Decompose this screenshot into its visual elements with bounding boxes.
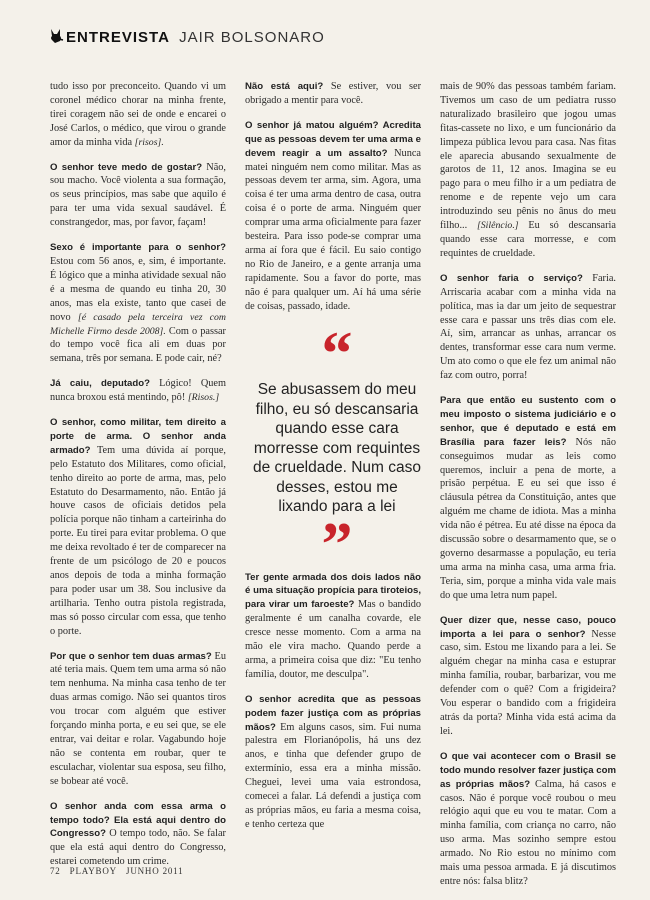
- playboy-bunny-icon: [48, 28, 64, 44]
- question: O que vai acontecer com o Brasil se todo mundo resolver fazer justiça com as próprias mãos?: [440, 750, 616, 790]
- answer: Nesse caso, sim. Estou me lixando para a lei. Se alguém chegar na minha casa e estuprar minha família, roubar, barbarizar, vou me defender com o quê? Com a frigideira? Vou esperar o bandido com a frigideira atrás da porta? Minha vida está acima da lei.: [440, 628, 616, 737]
- question: Quer dizer que, nesse caso, pouco importa a lei para o senhor?: [440, 614, 616, 640]
- question: O senhor anda com essa arma o tempo todo? Ela está aqui dentro do Congresso?: [50, 800, 226, 840]
- qa-block: Sexo é importante para o senhor? Estou com 56 anos, e, sim, é importante. É lógico que a minha atividade sexual não é a mesma de quando eu tinha 20, 30 anos, mas ela existe, tanto que casei de novo [é casado pela terceira vez com Michelle Firmo desde 2008]. Com o passar do tempo você fica ali em duas por semana, três por semana. E pode cair, né?: [50, 242, 226, 365]
- question: Ter gente armada dos dois lados não é uma situação propícia para tiroteios, para virar um faroeste?: [245, 571, 421, 611]
- qa-block: [245, 119, 421, 314]
- section-title: ENTREVISTA: [66, 29, 170, 46]
- question: Por que o senhor tem duas armas?: [50, 650, 212, 662]
- question: O senhor acredita que as pessoas podem fazer justiça com as próprias mãos?: [245, 693, 421, 733]
- qa-block: [50, 650, 226, 789]
- answer: Nunca matei ninguém nem como militar. Mas as pessoas devem ter arma, sim. Agora, uma coisa é ter uma arma dentro de casa, outra coisa é o porte de arma. Ninguém quer comprar uma arma oficialmente para fazer besteira. Para isso pode-se comprar uma arma aí fora que é fácil. Eu saio contigo no Rio de Janeiro, e a gente arranja uma rapidamente. Sou a favor do porte, mas não é para qualquer um. Aí há uma série de coisas, passado, idade.: [245, 147, 421, 312]
- issue-date: JUNHO 2011: [126, 866, 184, 876]
- page-footer: [50, 866, 189, 876]
- open-quote-mark: “: [321, 320, 353, 388]
- answer: Calma, há casos e casos. Não é porque você roubou o meu relógio aqui que eu vou te matar. Com a minha família, com criança no carro, não uso arma. Mas sozinho sempre estou armado. No Rio estou no mínimo com mais uma pessoa armada. E já discutimos entre nós: falsa blitz?: [440, 778, 616, 887]
- qa-block: [440, 750, 616, 889]
- pull-quote: [252, 320, 422, 579]
- question: Para que então eu sustento com o meu imposto o sistema judiciário e o senhor, que é deputado e está em Brasília para fazer leis?: [440, 395, 616, 448]
- page-number: 72: [50, 866, 61, 876]
- qa-block: [245, 571, 421, 682]
- question: O senhor já matou alguém? Acredita que as pessoas devem ter uma arma e devem reagir a um assalto?: [245, 119, 421, 159]
- answer: Não, sou macho. Você violenta a sua formação, os seus princípios, mas sabe que aquilo é para ter uma vida sexual saudável. É constrangedor, mas, por favor, façam!: [50, 161, 226, 229]
- paragraph: mais de 90% das pessoas também fariam. Tivemos um caso de um pediatra russo naturalizado brasileiro que jogou umas fitas-cassete no lixo, e um funcionário da limpeza pública levou para casa. Nas fitas ele aparecia abusando sexualmente de garotos de 11, 12 anos. Imagina se eu pago para o meu filho ir a um pediatra de renome e de repente vejo um cara introduzindo seu pênis no ânus do meu filho... [Silêncio.] Eu só descansaria quando esse cara morresse, e com requintes de crueldade.: [440, 81, 616, 259]
- answer: Lógico! Quem nunca broxou está mentindo, pô!: [50, 378, 226, 404]
- qa-block: [245, 80, 421, 108]
- column-3: [440, 80, 616, 900]
- question: Sexo é importante para o senhor?: [50, 242, 226, 254]
- answer: Mas o bandido geralmente é um canalha covarde, ele cresce nesse momento. Com a arma na mão ele vira macho. Quando perde a arma, a primeira coisa que diz: "Eu tenho família, doutor, me desculpa".: [245, 599, 421, 680]
- qa-block: [440, 394, 616, 603]
- close-quote-mark: ”: [321, 510, 353, 579]
- paragraph: tudo isso por preconceito. Quando vi um coronel médico chorar na minha frente, tirei coragem não sei de onde e encarei o José Carlos, o médico, que virou o grande amor da minha vida [risos].: [50, 81, 226, 148]
- interviewee-name: JAIR BOLSONARO: [179, 29, 325, 46]
- answer: Se estiver, vou ser obrigado a mentir para você.: [245, 81, 421, 106]
- column-1: [50, 80, 226, 880]
- page-header: [48, 28, 610, 50]
- question: Já caiu, deputado?: [50, 378, 150, 390]
- qa-block: [440, 272, 616, 383]
- qa-block: Já caiu, deputado? Lógico! Quem nunca broxou está mentindo, pô! [Risos.]: [50, 378, 226, 404]
- answer: Em alguns casos, sim. Fui numa palestra em Florianópolis, há uns dez anos, e tinha que defender grupo de extermínio, essa era a minha missão. Cheguei, levei uma vaia estrondosa, comecei a falar. Lá defendi a justiça com as próprias mãos, eu faria a mesma coisa, e tenho certeza que: [245, 721, 421, 830]
- answer: Eu até teria mais. Quem tem uma arma só não tem nenhuma. Na minha casa tenho de ter duas armas comigo. Não sei quantos tiros vou trocar com alguém que estiver forçando minha porta, e eu sei que, se ele entrar, vai deitar e rolar. Vagabundo hoje não se contenta em roubar, quer te esculachar, violentar sua esposa, seu filho, se bobear até você.: [50, 650, 226, 787]
- answer: Estou com 56 anos, e, sim, é importante. É lógico que a minha atividade sexual não é a mesma de quando eu tinha 20, 30 anos, mas ela existe, tanto que casei de novo: [50, 255, 226, 323]
- qa-block: [440, 614, 616, 739]
- qa-block: [50, 416, 226, 639]
- answer: Tem uma dúvida aí porque, pelo Estatuto dos Militares, como oficial, tenho direito ao porte de arma, mas, pelo Estatuto do Desarmamento, não. Então já houve casos de oficiais detidos pela polícia porque não tinham a carteirinha do porte. Eu tirei para evitar problema. O que me deixa revoltado é ter de comparecer na frente de um psicólogo de 20 e poucos anos depois de toda a minha formação para poder usar um 38. Sou inclusive da artilharia. Tenho outra pistola registrada, mas só posso circular com essa, que tenho o porte.: [50, 444, 226, 637]
- answer: Faria. Arriscaria acabar com a minha vida na política, mas ia dar um jeito de sequestrar esse cara e passar uns três dias com ele. Aí, sim, arrancar as unhas, arrancar os dentes, transformar esse cara num verme. Um ato como o que ele fez um animal não faz com outro, porra!: [440, 272, 616, 382]
- answer: Nós não conseguimos mudar as leis como queremos, incluir a pena de morte, a prisão perpétua. E eu sei que isso é cláusula pétrea da Constituição, antes que alguém me chame de idiota. Mas a minha vida não é pétrea. Eu até disse na época da discussão sobre o desarmamento que, se o governo desarmasse a população, eu teria uma arma na minha casa, uma arma fria. Teria, sim, porque a minha vida vale mais do que uma letra num papel.: [440, 436, 617, 601]
- qa-block: [50, 800, 226, 870]
- magazine-name: PLAYBOY: [69, 866, 117, 876]
- question: O senhor, como militar, tem direito a porte de arma. O senhor anda armado?: [50, 417, 226, 456]
- answer: O tempo todo, não. Se falar que ela está aqui dentro do Congresso, estarei cometendo um crime.: [50, 828, 226, 868]
- question: O senhor faria o serviço?: [440, 272, 583, 284]
- question: O senhor teve medo de gostar?: [50, 161, 203, 173]
- qa-block: [50, 161, 226, 231]
- qa-block: [245, 693, 421, 832]
- pull-quote-text: Se abusassem do meu filho, eu só descansaria quando esse cara morresse com requintes de crueldade. Num caso desses, estou me lixando para a lei: [252, 381, 421, 515]
- question: Não está aqui?: [245, 81, 324, 92]
